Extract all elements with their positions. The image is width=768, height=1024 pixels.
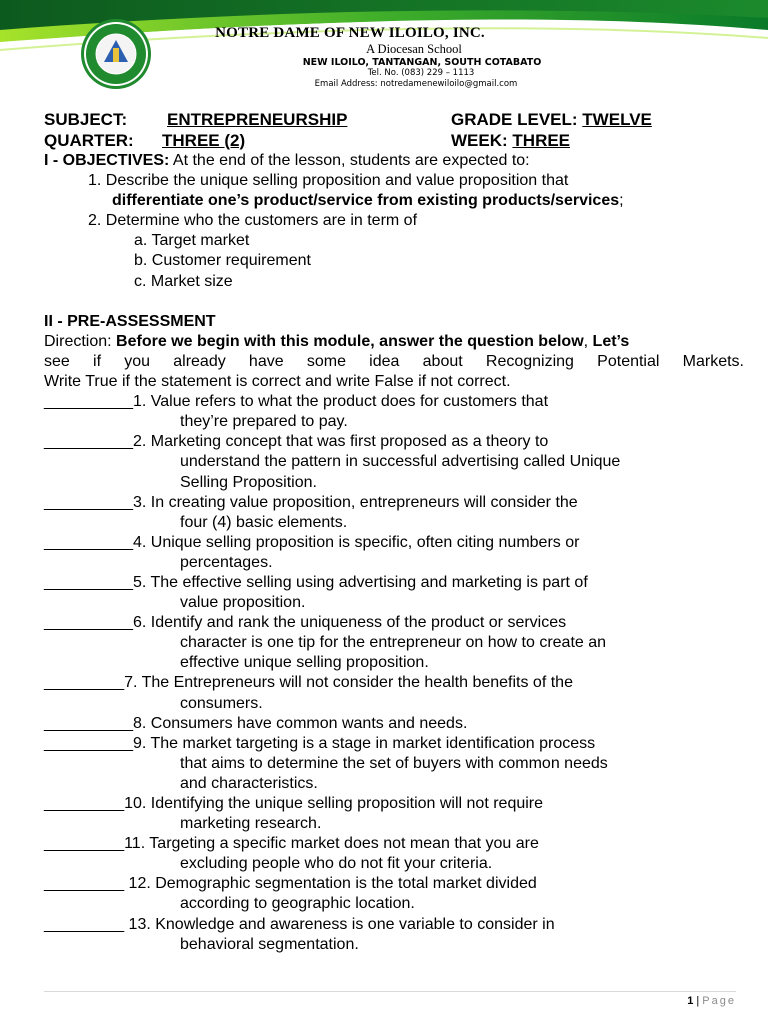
school-type: A Diocesan School — [366, 42, 462, 56]
answer-blank[interactable]: _________ — [44, 875, 125, 893]
question-continuation: behavioral segmentation. — [180, 935, 359, 953]
question-item — [44, 714, 744, 734]
answer-blank[interactable]: __________ — [44, 433, 133, 451]
answer-blank[interactable]: __________ — [44, 393, 133, 411]
direction-line-1: Direction: Before we begin with this module, answer the question below, Let’s — [44, 332, 630, 350]
school-address: NEW ILOILO, TANTANGAN, SOUTH COTABATO — [302, 57, 542, 68]
answer-blank[interactable]: __________ — [44, 533, 133, 551]
question-item — [44, 613, 744, 633]
question-text: 7. The Entrepreneurs will not consider the health benefits of the — [124, 674, 573, 692]
subject-row — [44, 110, 744, 131]
question-continuation: that aims to determine the set of buyers with common needs — [180, 754, 608, 772]
quarter-label: QUARTER: — [44, 130, 134, 150]
question-continuation: value proposition. — [180, 594, 306, 612]
document-body — [44, 110, 744, 955]
question-item — [44, 834, 744, 854]
question-continuation: character is one tip for the entrepreneur on how to create an — [180, 634, 607, 652]
answer-blank[interactable]: _________ — [44, 835, 125, 853]
question-item — [44, 915, 744, 935]
subject-label: SUBJECT: — [44, 110, 128, 129]
question-continuation: consumers. — [180, 694, 263, 712]
answer-blank[interactable]: _________ — [44, 674, 125, 692]
page-number: 1 | Page — [687, 995, 736, 1007]
question-continuation: Selling Proposition. — [180, 473, 317, 491]
question-item — [44, 432, 744, 452]
direction-line-3: Write True if the statement is correct and write False if not correct. — [44, 373, 511, 391]
question-continuation: four (4) basic elements. — [180, 513, 348, 531]
preassessment-heading: II - PRE-ASSESSMENT — [44, 312, 216, 330]
grade-label: GRADE LEVEL: — [451, 110, 578, 129]
question-text: 6. Identify and rank the uniqueness of the product or services — [132, 614, 567, 632]
week-value: THREE — [512, 130, 571, 150]
question-text: 11. Targeting a specific market does not mean that you are — [124, 835, 539, 853]
direction-label: Direction: — [44, 332, 112, 350]
answer-blank[interactable]: __________ — [44, 493, 133, 511]
question-continuation: and characteristics. — [180, 774, 318, 792]
question-continuation: excluding people who do not fit your criteria. — [180, 855, 493, 873]
answer-blank[interactable]: _________ — [44, 795, 125, 812]
objective-2: 2. Determine who the customers are in term of — [88, 212, 418, 230]
subject-value: ENTREPRENEURSHIP — [167, 110, 348, 129]
objectives-intro: At the end of the lesson, students are expected to: — [172, 152, 530, 169]
question-item — [44, 493, 744, 513]
question-continuation: understand the pattern in successful advertising called Unique — [180, 453, 621, 471]
answer-blank[interactable]: __________ — [44, 614, 133, 632]
question-text: 10. Identifying the unique selling proposition will not require — [124, 795, 544, 812]
question-continuation: they’re prepared to pay. — [180, 413, 348, 431]
question-item — [44, 874, 744, 894]
question-item — [44, 794, 744, 814]
objective-1: 1. Describe the unique selling proposition and value proposition that — [88, 172, 569, 190]
question-item — [44, 734, 744, 754]
question-continuation: effective unique selling proposition. — [180, 654, 429, 672]
question-item — [44, 573, 744, 593]
question-item — [44, 533, 744, 553]
answer-blank[interactable]: __________ — [44, 573, 133, 591]
question-continuation: according to geographic location. — [180, 895, 415, 913]
week-label: WEEK: — [451, 130, 508, 150]
answer-blank[interactable]: _________ — [44, 915, 125, 933]
question-text: 13. Knowledge and awareness is one variable to consider in — [124, 915, 555, 933]
question-text: 9. The market targeting is a stage in market identification process — [132, 734, 596, 752]
school-telephone: Tel. No. (083) 229 – 1113 — [367, 68, 475, 79]
question-item — [44, 392, 744, 412]
question-list — [44, 392, 744, 955]
objective-2b: b. Customer requirement — [134, 252, 311, 270]
question-continuation: marketing research. — [180, 815, 322, 833]
question-text: 8. Consumers have common wants and needs. — [132, 714, 468, 732]
quarter-row — [44, 131, 744, 152]
objective-2c: c. Market size — [134, 272, 233, 290]
question-text: 4. Unique selling proposition is specific, often citing numbers or — [132, 533, 580, 551]
objective-2a: a. Target market — [134, 232, 250, 250]
question-text: 2. Marketing concept that was first proposed as a theory to — [132, 433, 549, 451]
school-email: Email Address: notredamenewiloilo@gmail.com — [314, 78, 518, 89]
objective-1-cont: differentiate one’s product/service from existing products/services; — [112, 192, 624, 210]
direction-line-2: see if you already have some idea about Recognizing Potential Markets. — [44, 352, 744, 370]
quarter-value: THREE (2) — [162, 130, 246, 150]
question-text: 3. In creating value proposition, entrepreneurs will consider the — [132, 493, 578, 511]
question-text: 5. The effective selling using advertising and marketing is part of — [132, 573, 588, 591]
grade-value: TWELVE — [582, 110, 652, 129]
objectives-heading: I - OBJECTIVES: — [44, 152, 170, 169]
objectives-heading-row — [44, 151, 744, 171]
question-continuation: percentages. — [180, 553, 273, 571]
answer-blank[interactable]: __________ — [44, 734, 133, 752]
question-item — [44, 673, 744, 693]
question-text: 1. Value refers to what the product does for customers that — [132, 393, 549, 411]
school-name: NOTRE DAME OF NEW ILOILO, INC. — [215, 25, 485, 41]
footer-divider — [44, 991, 736, 992]
answer-blank[interactable]: __________ — [44, 714, 133, 732]
question-text: 12. Demographic segmentation is the total market divided — [124, 875, 537, 893]
school-header — [160, 24, 690, 89]
